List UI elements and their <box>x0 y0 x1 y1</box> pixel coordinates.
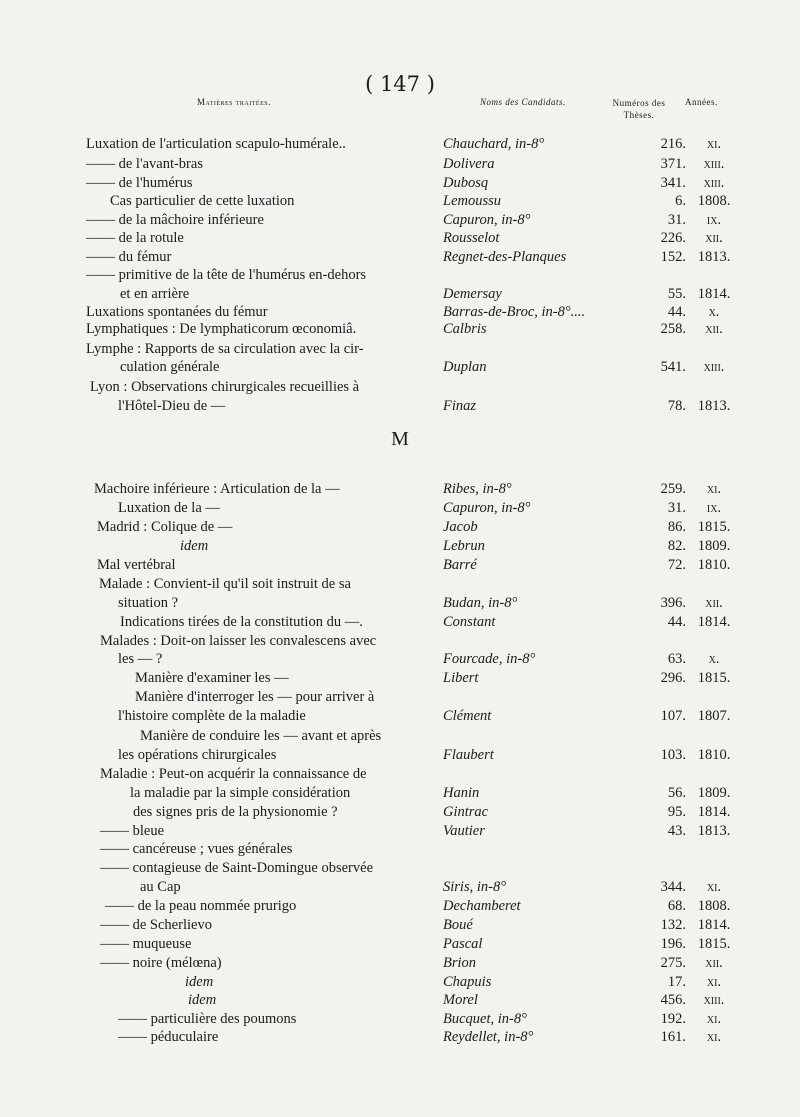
row-candidate: Barré <box>443 557 477 573</box>
row-year: 1807. <box>697 708 731 724</box>
row-subject: Mal vertébral <box>97 557 176 573</box>
row-subject: —— muqueuse <box>100 936 192 952</box>
header-subjects: Matières traitées. <box>197 97 271 107</box>
row-year: xi. <box>706 1029 722 1045</box>
row-subject: —— cancéreuse ; vues générales <box>100 841 293 857</box>
row-subject: les opérations chirurgicales <box>118 747 277 763</box>
row-candidate: Calbris <box>443 321 487 337</box>
row-candidate: Dubosq <box>443 175 489 191</box>
table-row <box>0 397 800 415</box>
row-subject: culation générale <box>120 359 220 375</box>
row-candidate: Reydellet, in-8° <box>443 1029 534 1045</box>
row-year: 1814. <box>697 286 731 302</box>
table-row <box>0 480 800 498</box>
row-thesis-number: 82. <box>667 538 686 554</box>
row-year: xiii. <box>703 156 725 172</box>
row-thesis-number: 541. <box>660 359 686 375</box>
row-subject: et en arrière <box>120 286 190 302</box>
table-row <box>0 229 800 247</box>
row-subject: —— du fémur <box>86 249 172 265</box>
page-number: ( 147 ) <box>365 72 435 96</box>
table-row <box>0 340 800 358</box>
table-row <box>0 784 800 802</box>
row-candidate: Boué <box>443 917 473 933</box>
table-row <box>0 320 800 338</box>
row-subject: la maladie par la simple considération <box>130 785 351 801</box>
table-row <box>0 556 800 574</box>
table-row <box>0 954 800 972</box>
row-thesis-number: 86. <box>667 519 686 535</box>
row-thesis-number: 275. <box>660 955 686 971</box>
row-thesis-number: 63. <box>667 651 686 667</box>
row-thesis-number: 44. <box>667 614 686 630</box>
row-candidate: Vautier <box>443 823 485 839</box>
row-subject: Lymphatiques : De lymphaticorum œconomiâ. <box>86 321 357 337</box>
table-row <box>0 632 800 650</box>
row-subject: —— noire (mélœna) <box>100 955 222 971</box>
table-row <box>0 859 800 877</box>
row-candidate: Duplan <box>443 359 487 375</box>
row-thesis-number: 344. <box>660 879 686 895</box>
row-year: xiii. <box>703 359 725 375</box>
row-thesis-number: 371. <box>660 156 686 172</box>
row-candidate: Gintrac <box>443 804 489 820</box>
row-candidate: Finaz <box>443 398 477 414</box>
header-years: Années. <box>685 97 718 107</box>
row-year: xi. <box>706 1011 722 1027</box>
row-year: xii. <box>705 230 723 246</box>
table-row <box>0 248 800 266</box>
row-year: xiii. <box>703 175 725 191</box>
table-row <box>0 916 800 934</box>
row-thesis-number: 43. <box>667 823 686 839</box>
row-subject: —— de Scherlievo <box>100 917 212 933</box>
row-thesis-number: 152. <box>660 249 686 265</box>
row-candidate: Capuron, in-8° <box>443 212 531 228</box>
table-row <box>0 155 800 173</box>
header-candidates: Noms des Candidats. <box>480 97 566 107</box>
row-thesis-number: 192. <box>660 1011 686 1027</box>
row-subject: l'Hôtel-Dieu de — <box>118 398 226 414</box>
row-subject: les — ? <box>118 651 163 667</box>
row-thesis-number: 456. <box>660 992 686 1008</box>
row-candidate: Budan, in-8° <box>443 595 518 611</box>
row-thesis-number: 72. <box>667 557 686 573</box>
row-subject: Luxation de l'articulation scapulo-humérale.. <box>86 136 346 152</box>
row-subject: Maladie : Peut-on acquérir la connaissance de <box>100 766 367 782</box>
row-thesis-number: 258. <box>660 321 686 337</box>
row-candidate: Dechamberet <box>443 898 521 914</box>
row-candidate: Morel <box>443 992 478 1008</box>
row-year: 1814. <box>697 614 731 630</box>
row-thesis-number: 259. <box>660 481 686 497</box>
row-year: xii. <box>705 321 723 337</box>
row-subject: Lyon : Observations chirurgicales recueillies à <box>90 379 360 395</box>
row-thesis-number: 68. <box>667 898 686 914</box>
table-row <box>0 613 800 631</box>
table-row <box>0 1028 800 1046</box>
row-candidate: Libert <box>443 670 479 686</box>
row-year: 1814. <box>697 917 731 933</box>
row-candidate: Chauchard, in-8° <box>443 136 545 152</box>
row-year: ix. <box>706 500 722 516</box>
row-year: xiii. <box>703 992 725 1008</box>
row-subject: —— de l'humérus <box>86 175 193 191</box>
row-thesis-number: 44. <box>667 304 686 320</box>
row-candidate: Dolivera <box>443 156 495 172</box>
row-thesis-number: 17. <box>667 974 686 990</box>
row-thesis-number: 196. <box>660 936 686 952</box>
table-row <box>0 897 800 915</box>
row-thesis-number: 103. <box>660 747 686 763</box>
row-candidate: Chapuis <box>443 974 492 990</box>
row-year: 1815. <box>697 519 731 535</box>
row-thesis-number: 56. <box>667 785 686 801</box>
row-candidate: Brion <box>443 955 477 971</box>
row-thesis-number: 161. <box>660 1029 686 1045</box>
row-subject: Luxations spontanées du fémur <box>86 304 268 320</box>
row-thesis-number: 78. <box>667 398 686 414</box>
row-thesis-number: 226. <box>660 230 686 246</box>
row-thesis-number: 95. <box>667 804 686 820</box>
row-subject: —— de la mâchoire inférieure <box>86 212 264 228</box>
row-thesis-number: 31. <box>667 500 686 516</box>
table-row <box>0 840 800 858</box>
row-year: 1814. <box>697 804 731 820</box>
row-thesis-number: 132. <box>660 917 686 933</box>
row-subject: —— primitive de la tête de l'humérus en-dehors <box>86 267 367 283</box>
row-year: ix. <box>706 212 722 228</box>
table-row <box>0 688 800 706</box>
row-subject: idem <box>180 538 209 554</box>
row-candidate: Pascal <box>443 936 483 952</box>
row-thesis-number: 396. <box>660 595 686 611</box>
row-subject: Lymphe : Rapports de sa circulation avec la cir- <box>86 341 364 357</box>
row-year: 1808. <box>697 898 731 914</box>
table-row <box>0 935 800 953</box>
row-subject: Manière d'interroger les — pour arriver à <box>135 689 375 705</box>
table-row <box>0 174 800 192</box>
table-row <box>0 518 800 536</box>
row-subject: —— particulière des poumons <box>118 1011 297 1027</box>
table-row <box>0 358 800 376</box>
row-year: 1813. <box>697 249 731 265</box>
row-subject: l'histoire complète de la maladie <box>118 708 306 724</box>
row-subject: Indications tirées de la constitution du —. <box>120 614 363 630</box>
row-year: xi. <box>706 136 722 152</box>
row-subject: Luxation de la — <box>118 500 220 516</box>
table-row <box>0 285 800 303</box>
row-thesis-number: 296. <box>660 670 686 686</box>
row-candidate: Demersay <box>443 286 502 302</box>
row-thesis-number: 6. <box>675 193 686 209</box>
row-thesis-number: 55. <box>667 286 686 302</box>
row-candidate: Capuron, in-8° <box>443 500 531 516</box>
row-subject: Manière de conduire les — avant et après <box>140 728 382 744</box>
table-row <box>0 878 800 896</box>
row-year: 1815. <box>697 936 731 952</box>
table-row <box>0 211 800 229</box>
row-year: xii. <box>705 595 723 611</box>
row-candidate: Regnet-des-Planques <box>443 249 567 265</box>
row-subject: —— de l'avant-bras <box>86 156 203 172</box>
row-subject: —— de la rotule <box>86 230 184 246</box>
section-letter: M <box>391 428 409 450</box>
table-row <box>0 822 800 840</box>
row-candidate: Constant <box>443 614 496 630</box>
row-subject: idem <box>185 974 214 990</box>
row-candidate: Ribes, in-8° <box>443 481 512 497</box>
table-row <box>0 707 800 725</box>
table-row <box>0 803 800 821</box>
table-row <box>0 991 800 1009</box>
row-year: xii. <box>705 955 723 971</box>
row-year: 1810. <box>697 557 731 573</box>
row-subject: Manière d'examiner les — <box>135 670 289 686</box>
table-row <box>0 594 800 612</box>
table-row <box>0 765 800 783</box>
table-row <box>0 650 800 668</box>
row-thesis-number: 31. <box>667 212 686 228</box>
table-row <box>0 378 800 396</box>
row-year: x. <box>708 304 720 320</box>
row-year: 1809. <box>697 538 731 554</box>
row-candidate: Fourcade, in-8° <box>443 651 536 667</box>
row-year: 1813. <box>697 823 731 839</box>
row-candidate: Bucquet, in-8° <box>443 1011 527 1027</box>
table-row <box>0 303 800 321</box>
row-subject: Madrid : Colique de — <box>97 519 233 535</box>
table-row <box>0 192 800 210</box>
row-subject: —— de la peau nommée prurigo <box>105 898 297 914</box>
row-thesis-number: 107. <box>660 708 686 724</box>
row-candidate: Jacob <box>443 519 478 535</box>
row-year: 1810. <box>697 747 731 763</box>
row-subject: situation ? <box>118 595 179 611</box>
header-numbers: Numéros des Thèses. <box>612 98 666 120</box>
table-row <box>0 973 800 991</box>
row-thesis-number: 216. <box>660 136 686 152</box>
table-row <box>0 727 800 745</box>
row-candidate: Lemoussu <box>443 193 502 209</box>
row-year: xi. <box>706 879 722 895</box>
row-candidate: Barras-de-Broc, in-8°.... <box>443 304 586 320</box>
row-candidate: Hanin <box>443 785 480 801</box>
table-row <box>0 1010 800 1028</box>
table-row <box>0 499 800 517</box>
row-year: xi. <box>706 481 722 497</box>
row-subject: —— contagieuse de Saint-Domingue observée <box>100 860 374 876</box>
row-subject: —— bleue <box>100 823 165 839</box>
row-subject: Malades : Doit-on laisser les convalescens avec <box>100 633 377 649</box>
table-row <box>0 575 800 593</box>
row-thesis-number: 341. <box>660 175 686 191</box>
table-row <box>0 537 800 555</box>
row-subject: des signes pris de la physionomie ? <box>133 804 338 820</box>
row-candidate: Lebrun <box>443 538 485 554</box>
row-subject: —— péduculaire <box>118 1029 219 1045</box>
row-candidate: Rousselot <box>443 230 500 246</box>
row-year: 1813. <box>697 398 731 414</box>
table-row <box>0 669 800 687</box>
row-year: xi. <box>706 974 722 990</box>
row-subject: Malade : Convient-il qu'il soit instruit de sa <box>99 576 351 592</box>
table-row <box>0 266 800 284</box>
row-year: x. <box>708 651 720 667</box>
row-year: 1809. <box>697 785 731 801</box>
row-subject: Cas particulier de cette luxation <box>110 193 295 209</box>
row-year: 1808. <box>697 193 731 209</box>
row-subject: au Cap <box>140 879 181 895</box>
row-subject: Machoire inférieure : Articulation de la — <box>94 481 340 497</box>
row-candidate: Clément <box>443 708 492 724</box>
row-subject: idem <box>188 992 217 1008</box>
row-year: 1815. <box>697 670 731 686</box>
table-row <box>0 135 800 153</box>
row-candidate: Flaubert <box>443 747 494 763</box>
table-row <box>0 746 800 764</box>
row-candidate: Siris, in-8° <box>443 879 506 895</box>
